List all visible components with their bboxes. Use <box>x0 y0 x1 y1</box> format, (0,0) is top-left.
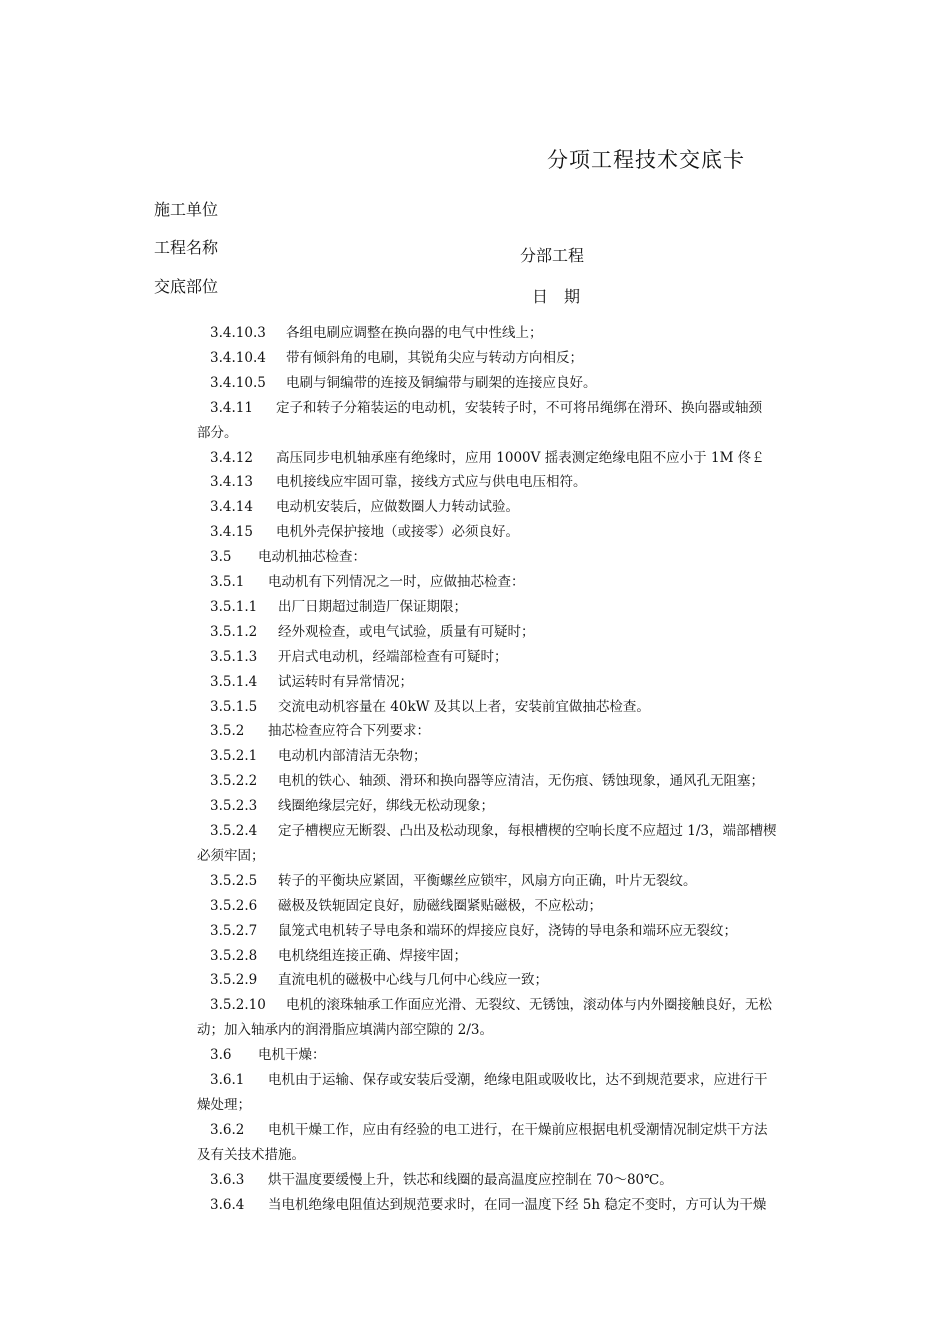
body-line <box>210 620 810 640</box>
clause-text: 电机接线应牢固可靠，接线方式应与供电电压相符。 <box>276 474 587 491</box>
body-line <box>210 371 810 391</box>
body-line <box>210 670 810 690</box>
clause-text: 电机外壳保护接地（或接零）必须良好。 <box>276 524 519 541</box>
clause-number: 3.5.2.10 <box>210 997 266 1014</box>
body-line <box>210 1168 810 1188</box>
construction-unit-label: 施工单位 <box>154 200 219 219</box>
body-line <box>210 520 810 540</box>
body-line <box>197 1143 797 1163</box>
clause-text: 电机干燥工作，应由有经验的电工进行，在干燥前应根据电机受潮情况制定烘干方法 <box>268 1121 768 1138</box>
clause-text: 电机干燥： <box>258 1047 326 1064</box>
body-line <box>210 794 810 814</box>
clause-text: 线圈绝缘层完好，绑线无松动现象； <box>278 798 494 815</box>
body-line <box>210 819 810 839</box>
clause-text: 出厂日期超过制造厂保证期限； <box>278 598 467 615</box>
body-line <box>210 495 810 515</box>
body-line <box>210 1068 810 1088</box>
clause-text: 电动机内部清洁无杂物； <box>278 748 427 765</box>
clause-number: 3.5.2.8 <box>210 947 258 964</box>
clause-number: 3.5.2.2 <box>210 773 258 790</box>
clause-number: 3.4.10.5 <box>210 374 266 391</box>
clause-number: 3.5.2.1 <box>210 748 258 765</box>
clause-text: 试运转时有异常情况； <box>278 673 413 690</box>
clause-text: 电机的铁心、轴颈、滑环和换向器等应清洁，无伤痕、锈蚀现象，通风孔无阻塞； <box>278 773 764 790</box>
body-line <box>210 595 810 615</box>
clause-text: 电动机抽芯检查： <box>258 549 366 566</box>
body-line <box>210 1118 810 1138</box>
body-line <box>210 869 810 889</box>
clause-text: 带有倾斜角的电刷，其锐角尖应与转动方向相反； <box>286 349 583 366</box>
clause-number: 3.5.2.3 <box>210 798 258 815</box>
date-label: 日 期 <box>532 287 581 306</box>
body-line <box>210 321 810 341</box>
clause-text: 鼠笼式电机转子导电条和端环的焊接应良好，浇铸的导电条和端环应无裂纹； <box>278 922 737 939</box>
clause-number: 3.5.2.6 <box>210 897 258 914</box>
body-line <box>210 346 810 366</box>
clause-text: 电动机安装后，应做数圈人力转动试验。 <box>276 499 519 516</box>
clause-number: 3.6 <box>210 1047 232 1064</box>
document-title: 分项工程技术交底卡 <box>547 148 745 172</box>
clause-text: 电刷与铜编带的连接及铜编带与刷架的连接应良好。 <box>286 374 597 391</box>
body-line <box>210 695 810 715</box>
clause-number: 3.5.2.9 <box>210 972 258 989</box>
clause-number: 3.5.1.3 <box>210 648 258 665</box>
body-line <box>210 944 810 964</box>
clause-number: 3.5.2 <box>210 723 245 740</box>
body-line <box>210 570 810 590</box>
body-line <box>197 1093 797 1113</box>
clause-text: 及有关技术措施。 <box>197 1146 305 1163</box>
clause-number: 3.5.1 <box>210 574 245 590</box>
clause-text: 燥处理； <box>197 1096 251 1113</box>
clause-number: 3.4.10.4 <box>210 349 266 366</box>
clause-number: 3.5.1.1 <box>210 598 258 615</box>
clause-text: 定子槽楔应无断裂、凸出及松动现象，每根槽楔的空响长度不应超过 1/3，端部槽楔 <box>278 823 777 839</box>
clause-number: 3.5.1.4 <box>210 673 258 690</box>
body-line <box>197 421 797 441</box>
body-line <box>210 446 810 466</box>
clause-number: 3.5.1.2 <box>210 623 258 640</box>
clause-number: 3.4.13 <box>210 474 253 491</box>
handover-part-label: 交底部位 <box>154 277 219 296</box>
clause-text: 电机绕组连接正确、焊接牢固； <box>278 947 467 964</box>
body-line <box>210 993 810 1013</box>
clause-text: 高压同步电机轴承座有绝缘时，应用 1000V 摇表测定绝缘电阻不应小于 1M 佟￡ <box>276 449 765 466</box>
body-line <box>210 470 810 490</box>
clause-text: 经外观检查，或电气试验，质量有可疑时； <box>278 623 535 640</box>
body-line <box>210 396 810 416</box>
clause-number: 3.4.10.3 <box>210 325 266 341</box>
body-line <box>210 645 810 665</box>
body-line <box>197 844 797 864</box>
clause-number: 3.5.1.5 <box>210 698 258 715</box>
body-line <box>210 545 810 565</box>
project-name-label: 工程名称 <box>154 238 219 257</box>
clause-text: 电动机有下列情况之一时，应做抽芯检查： <box>268 574 525 590</box>
clause-text: 定子和转子分箱装运的电动机，安装转子时，不可将吊绳绑在滑环、换向器或轴颈 <box>276 399 762 416</box>
clause-number: 3.6.2 <box>210 1121 245 1138</box>
body-line <box>210 1193 810 1213</box>
clause-number: 3.5.2.7 <box>210 922 258 939</box>
body-line <box>210 1043 810 1063</box>
clause-number: 3.4.14 <box>210 499 253 516</box>
body-line <box>210 894 810 914</box>
clause-number: 3.4.12 <box>210 449 253 466</box>
clause-text: 部分。 <box>197 424 238 441</box>
clause-text: 烘干温度要缓慢上升，铁芯和线圈的最高温度应控制在 70～80℃。 <box>268 1171 673 1188</box>
clause-number: 3.6.3 <box>210 1171 245 1188</box>
clause-text: 转子的平衡块应紧固，平衡螺丝应锁牢，风扇方向正确，叶片无裂纹。 <box>278 872 697 889</box>
clause-number: 3.4.15 <box>210 524 253 541</box>
clause-number: 3.5 <box>210 549 232 566</box>
sub-project-label: 分部工程 <box>520 246 585 265</box>
body-line <box>197 1018 797 1038</box>
clause-text: 抽芯检查应符合下列要求： <box>268 723 430 740</box>
clause-text: 交流电动机容量在 40kW 及其以上者，安装前宜做抽芯检查。 <box>278 698 650 715</box>
clause-number: 3.5.2.5 <box>210 872 258 889</box>
clause-text: 必须牢固； <box>197 847 265 864</box>
clause-number: 3.6.1 <box>210 1072 245 1088</box>
body-line <box>210 919 810 939</box>
clause-text: 磁极及铁轭固定良好，励磁线圈紧贴磁极，不应松动； <box>278 897 602 914</box>
clause-text: 各组电刷应调整在换向器的电气中性线上； <box>286 325 543 341</box>
clause-text: 直流电机的磁极中心线与几何中心线应一致； <box>278 972 548 989</box>
clause-text: 开启式电动机，经端部检查有可疑时； <box>278 648 508 665</box>
clause-number: 3.6.4 <box>210 1196 245 1213</box>
body-line <box>210 744 810 764</box>
clause-text: 当电机绝缘电阻值达到规范要求时，在同一温度下经 5h 稳定不变时，方可认为干燥 <box>268 1196 767 1213</box>
body-line <box>210 769 810 789</box>
clause-text: 电机的滚珠轴承工作面应光滑、无裂纹、无锈蚀，滚动体与内外圈接触良好，无松 <box>286 997 772 1014</box>
clause-text: 电机由于运输、保存或安装后受潮，绝缘电阻或吸收比，达不到规范要求，应进行干 <box>268 1072 768 1088</box>
clause-text: 动；加入轴承内的润滑脂应填满内部空隙的 2/3。 <box>197 1022 494 1039</box>
clause-number: 3.4.11 <box>210 399 253 416</box>
body-line <box>210 719 810 739</box>
body-line <box>210 968 810 988</box>
clause-number: 3.5.2.4 <box>210 823 258 839</box>
